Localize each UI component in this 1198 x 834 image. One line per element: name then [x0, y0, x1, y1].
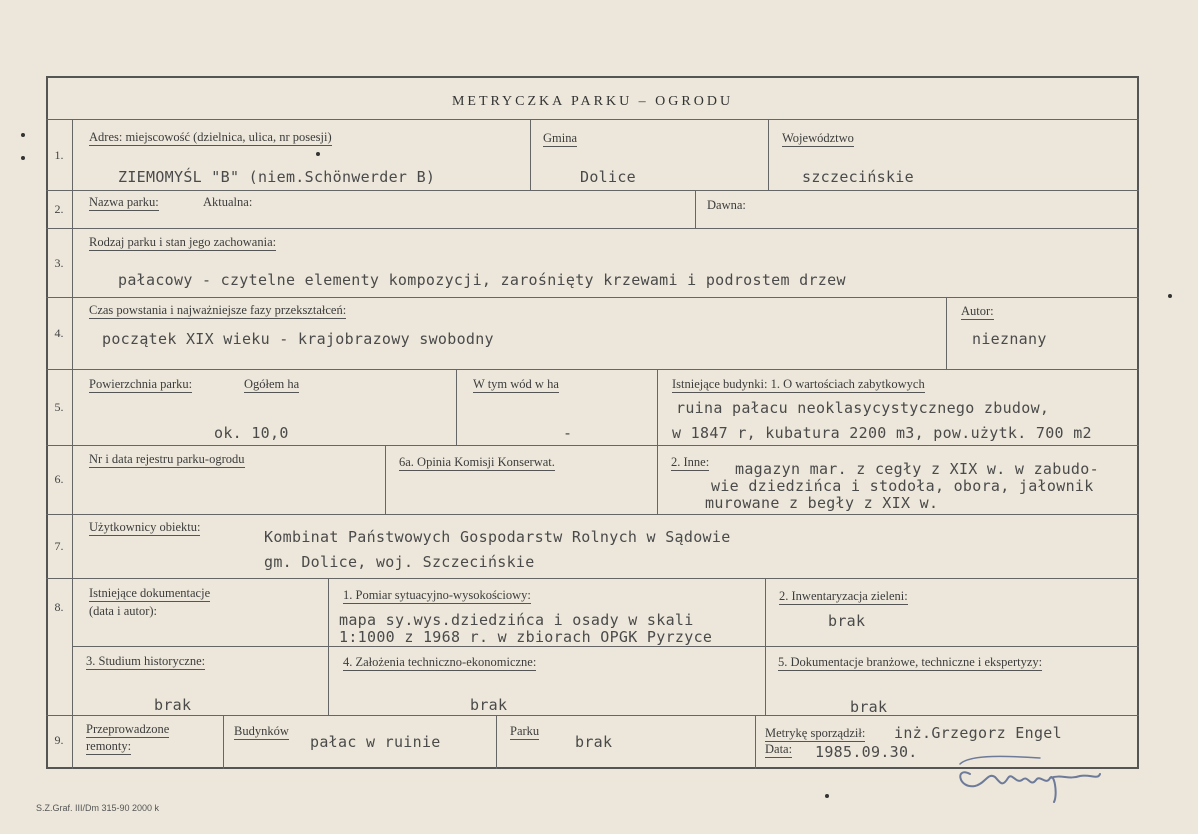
documents-label: Istniejące dokumentacje [89, 586, 211, 600]
opinion-label: 6a. Opinia Komisji Konserwat. [399, 455, 555, 469]
park-type-label: Rodzaj parku i stan jego zachowania: [89, 235, 277, 249]
ink-dot [21, 156, 25, 160]
voivodeship-label: Województwo [782, 131, 854, 145]
historic-buildings-line: ruina pałacu neoklasycystycznego zbudow, [676, 399, 1050, 417]
greenery-value: brak [828, 612, 866, 630]
col-divider [456, 369, 457, 445]
other-buildings-line: magazyn mar. z cegły z XIX w. w zabudo- [735, 460, 1099, 478]
current-name-label: Aktualna: [203, 195, 253, 209]
address-value: ZIEMOMYŚL "B" (niem.Schönwerder B) [118, 168, 436, 186]
col-divider [223, 715, 224, 769]
prepared-by-label: Metrykę sporządził: [765, 726, 866, 740]
col-divider [385, 445, 386, 514]
row-divider [46, 578, 1139, 579]
date-label: Data: [765, 742, 793, 756]
row-number: 4. [54, 326, 64, 340]
users-label: Użytkownicy obiektu: [89, 520, 201, 534]
documents-label: (data i autor): [89, 604, 158, 618]
row-divider [46, 369, 1139, 370]
survey-line: mapa sy.wys.dziedzińca i osady w skali [339, 611, 694, 629]
print-footer: S.Z.Graf. III/Dm 315-90 2000 k [36, 803, 160, 813]
survey-line: 1:1000 z 1968 r. w zbiorach OPGK Pyrzyce [339, 628, 713, 646]
row-divider [46, 514, 1139, 515]
park-renov-value: brak [575, 733, 613, 751]
origin-label: Czas powstania i najważniejsze fazy przekształceń: [89, 303, 347, 317]
water-area-label: W tym wód w ha [473, 377, 559, 391]
row-divider [46, 228, 1139, 229]
total-area-label: Ogółem ha [244, 377, 300, 391]
origin-value: początek XIX wieku - krajobrazowy swobodny [102, 330, 494, 348]
ink-dot [1168, 294, 1172, 298]
row-number: 2. [54, 202, 64, 216]
col-divider [768, 119, 769, 190]
tech-econ-label: 4. Założenia techniczno-ekonomiczne: [343, 655, 537, 669]
users-line: Kombinat Państwowych Gospodarstw Rolnych w Sądowie [264, 528, 731, 546]
row-number: 5. [54, 400, 64, 414]
row-number: 3. [54, 256, 64, 270]
total-area-value: ok. 10,0 [214, 424, 289, 442]
branch-docs-label: 5. Dokumentacje branżowe, techniczne i ekspertyzy: [778, 655, 1043, 669]
author-label: Autor: [961, 304, 994, 318]
handwritten-signature-icon [950, 744, 1110, 804]
form-title: METRYCZKA PARKU – OGRODU [451, 94, 734, 109]
author-value: nieznany [972, 330, 1047, 348]
other-buildings-line: murowane z begły z XIX w. [705, 494, 939, 512]
ink-dot [21, 133, 25, 137]
historical-study-value: brak [154, 696, 192, 714]
col-divider [496, 715, 497, 769]
historic-buildings-line: w 1847 r, kubatura 2200 m3, pow.użytk. 700 m2 [672, 424, 1092, 442]
row-number: 1. [54, 148, 64, 162]
gmina-label: Gmina [543, 131, 578, 145]
register-label: Nr i data rejestru parku-ogrodu [89, 452, 245, 466]
row-number: 8. [54, 600, 64, 614]
branch-docs-value: brak [850, 698, 888, 716]
date-value: 1985.09.30. [815, 743, 918, 761]
buildings-renov-label: Budynków [234, 724, 289, 738]
col-divider [946, 297, 947, 369]
row-number: 7. [54, 539, 64, 553]
row-divider [46, 297, 1139, 298]
buildings-renov-value: pałac w ruinie [310, 733, 441, 751]
col-divider [765, 578, 766, 715]
historical-study-label: 3. Studium historyczne: [86, 654, 206, 668]
address-label: Adres: miejscowość (dzielnica, ulica, nr posesji) [89, 130, 332, 144]
greenery-label: 2. Inwentaryzacja zieleni: [779, 589, 908, 603]
row-number: 6. [54, 472, 64, 486]
row-divider [46, 715, 1139, 716]
row-number: 9. [54, 733, 64, 747]
ink-dot [825, 794, 829, 798]
other-buildings-label: 2. Inne: [671, 455, 710, 469]
row-divider [46, 190, 1139, 191]
row-divider [46, 445, 1139, 446]
col-divider [695, 190, 696, 228]
col-divider [755, 715, 756, 769]
users-line: gm. Dolice, woj. Szczecińskie [264, 553, 535, 571]
park-name-label: Nazwa parku: [89, 195, 159, 209]
former-name-label: Dawna: [707, 198, 746, 212]
area-label: Powierzchnia parku: [89, 377, 193, 391]
historic-buildings-label: Istniejące budynki: 1. O wartościach zabytkowych [672, 377, 925, 391]
park-type-value: pałacowy - czytelne elementy kompozycji, zarośnięty krzewami i podrostem drzew [118, 271, 846, 289]
row-divider [72, 646, 1139, 647]
renovations-label: Przeprowadzone [86, 722, 170, 736]
tech-econ-value: brak [470, 696, 508, 714]
col-divider [657, 445, 658, 514]
row-divider [46, 119, 1139, 120]
number-column-divider [72, 119, 73, 769]
renovations-label: remonty: [86, 739, 132, 753]
gmina-value: Dolice [580, 168, 636, 186]
col-divider [530, 119, 531, 190]
park-renov-label: Parku [510, 724, 540, 738]
col-divider [657, 369, 658, 445]
prepared-by-value: inż.Grzegorz Engel [894, 724, 1062, 742]
survey-label: 1. Pomiar sytuacyjno-wysokościowy: [343, 588, 531, 602]
col-divider [328, 578, 329, 715]
voivodeship-value: szczecińskie [802, 168, 914, 186]
ink-dot [316, 152, 320, 156]
water-area-value: - [563, 424, 573, 442]
other-buildings-line: wie dziedzińca i stodoła, obora, jałownik [711, 477, 1094, 495]
